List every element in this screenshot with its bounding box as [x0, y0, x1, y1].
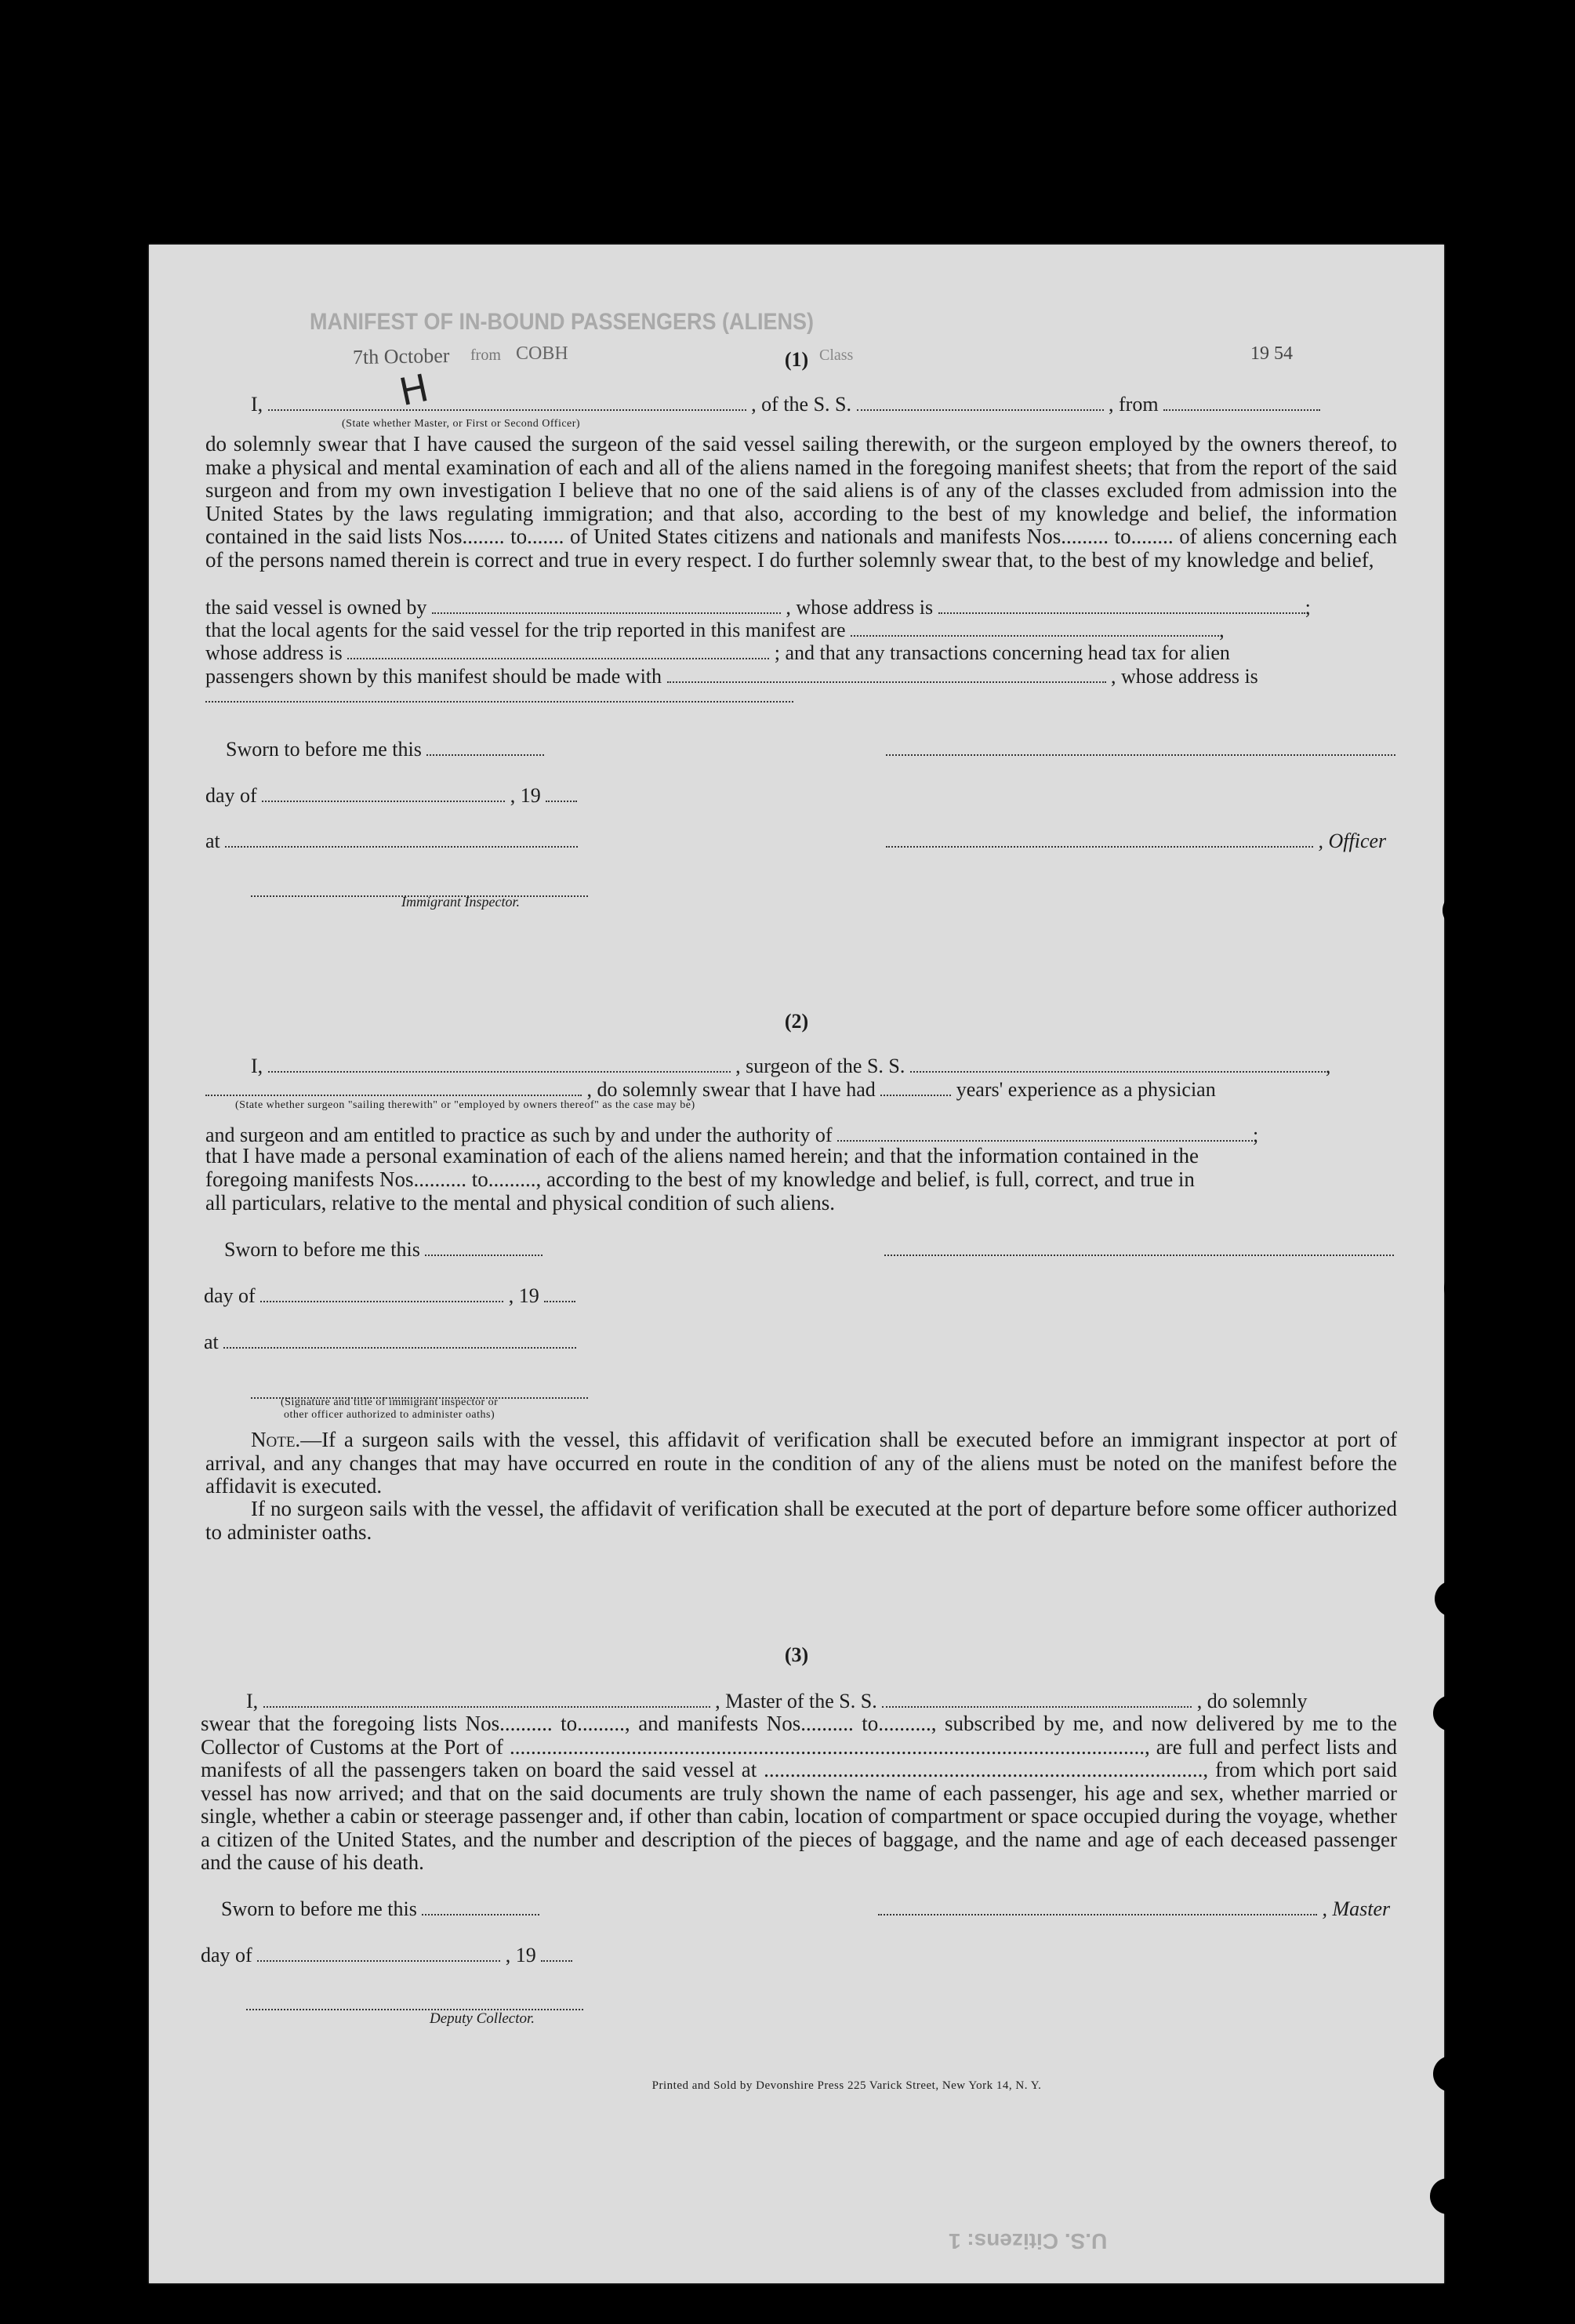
s2-note2: If no surgeon sails with the vessel, the affidavit of verification shall be executed at the port of departure before some officer authorized to administer oaths. [205, 1497, 1397, 1544]
s1-headtax-address-line [205, 684, 793, 706]
s3-master-sign-field[interactable] [878, 1897, 1317, 1915]
s2-year-label: , 19 [508, 1284, 539, 1307]
s2-swear-label: , do solemnly swear that I have had [586, 1078, 876, 1101]
s3-master-sign-line [878, 1897, 1390, 1921]
bleed-year: 19 54 [1250, 343, 1293, 364]
s3-master-label: , Master of the S. S. [715, 1690, 877, 1712]
s1-owned-label: the said vessel is owned by [205, 596, 427, 619]
s2-ship-field[interactable] [910, 1054, 1326, 1073]
s1-sworn-field[interactable] [426, 737, 544, 756]
s1-at-line [205, 829, 578, 853]
s2-years-field[interactable] [880, 1077, 951, 1096]
s2-authority-field[interactable] [837, 1123, 1253, 1142]
s1-transactions-label: ; and that any transactions concerning head tax for alien [774, 641, 1230, 664]
s1-i: I, [251, 393, 263, 416]
s1-whose-address-label: whose address is [205, 641, 343, 664]
bleed-class: Class [819, 347, 854, 364]
s2-para3: all particulars, relative to the mental and physical condition of such aliens. [205, 1191, 835, 1215]
s1-headtax-field[interactable] [667, 664, 1106, 683]
bleed-from: from [470, 347, 501, 364]
s2-sig-caption-1: (Signature and title of immigrant inspector or [281, 1396, 499, 1408]
s1-headtax-address-field[interactable] [205, 684, 793, 703]
punch-hole-4 [1447, 770, 1483, 806]
s3-day-line [201, 1943, 572, 1967]
punch-hole-7 [1435, 1581, 1471, 1617]
s3-year-field[interactable] [541, 1943, 572, 1962]
s3-collector-field[interactable] [246, 1992, 583, 2010]
s3-sworn-label: Sworn to before me this [221, 1897, 417, 1920]
s1-sworn-line [226, 737, 544, 761]
s1-officer-sign-field[interactable] [886, 829, 1313, 848]
s2-surgeon-name-field[interactable] [268, 1054, 731, 1073]
s2-para2: foregoing manifests Nos.......... to........., according to the best of my knowledge and belief, is full, correct, and true in [205, 1167, 1195, 1191]
s1-sign-line [886, 737, 1395, 760]
bleed-port: COBH [516, 343, 568, 364]
s2-status-field[interactable] [205, 1077, 582, 1096]
s2-authority-line: and surgeon and am entitled to practice as such by and under the authority of ; [205, 1124, 1259, 1146]
s1-agents-label: that the local agents for the said vessel for the trip reported in this manifest are [205, 619, 846, 641]
s3-master-sign-label: , Master [1322, 1897, 1391, 1920]
s2-line2 [205, 1077, 1216, 1102]
s1-sworn-label: Sworn to before me this [226, 738, 422, 761]
s2-sworn-label: Sworn to before me this [224, 1238, 420, 1261]
s1-from-label: , from [1109, 393, 1159, 416]
s1-caption: (State whether Master, or First or Second Officer) [342, 418, 581, 430]
s1-owner-address-field[interactable] [938, 595, 1305, 614]
manifest-page [149, 245, 1444, 2283]
s3-master-name-field[interactable] [263, 1689, 710, 1708]
s1-officer-field[interactable] [268, 392, 746, 411]
s1-day-label: day of [205, 784, 257, 807]
s3-day-label: day of [201, 1944, 252, 1966]
s2-at-label: at [204, 1331, 219, 1353]
punch-hole-3 [1450, 445, 1486, 481]
s1-agents-address-field[interactable] [347, 641, 769, 659]
s1-passengers-label: passengers shown by this manifest should be made with [205, 665, 662, 688]
s2-sworn-field[interactable] [425, 1237, 543, 1256]
punch-hole-6 [1444, 1270, 1480, 1306]
s3-collector-label: Deputy Collector. [430, 2010, 535, 2027]
bleed-date: 7th October [352, 343, 450, 369]
s2-sig-caption-2: other officer authorized to administer oaths) [284, 1409, 495, 1421]
s2-note-text: —If a surgeon sails with the vessel, this affidavit of verification shall be executed before an immigrant inspector at port of arrival, and any changes that may have occurred en route in the condition of any of the aliens must be noted on the manifest before the affidavit is executed. [205, 1428, 1397, 1498]
s2-signature-field[interactable] [884, 1237, 1394, 1256]
punch-hole-5 [1443, 892, 1479, 928]
s3-paragraph: swear that the foregoing lists Nos.......... to........., and manifests Nos.......... to.........., subscribed by me, and now delivered by me to the Collector of Customs at the Port of ........................................................................................................................, are full and perfect lists and manifests of all the passengers taken on board the said vessel at ..................................................................................., from which port said vessel has now arrived; and that on the said documents are truly shown the name of each passenger, his age and sex, whether married or single, whether a cabin or steerage passenger and, if other than cabin, location of compartment or space occupied during the voyage, whether a citizen of the United States, and the number and description of the pieces of baggage, and the name and age of each deceased passenger and the cause of his death. [201, 1712, 1397, 1874]
s2-day-line [204, 1284, 575, 1308]
bleed-bottom: U.S. Citizens: 1 [949, 2229, 1108, 2253]
s2-line1: I, , surgeon of the S. S. , [251, 1055, 1331, 1077]
s2-experience-label: years' experience as a physician [956, 1078, 1216, 1101]
printer-footer: Printed and Sold by Devonshire Press 225 Varick Street, New York 14, N. Y. [651, 2079, 1042, 2092]
s1-agents-line: that the local agents for the said vessel for the trip reported in this manifest are , [205, 619, 1225, 641]
s1-ship-field[interactable] [857, 392, 1104, 411]
s1-address-line [205, 641, 1230, 665]
s2-note-lead: Note. [251, 1428, 301, 1451]
s2-sign-line [884, 1237, 1394, 1260]
section-2-number: (2) [784, 1010, 809, 1033]
s1-owned-line: the said vessel is owned by , whose address is ; [205, 596, 1311, 619]
s1-at-field[interactable] [225, 829, 578, 848]
handwritten-initial: H [395, 365, 433, 416]
punch-hole-9 [1433, 2056, 1469, 2092]
s2-at-line [204, 1330, 576, 1354]
s1-line1 [251, 392, 1320, 416]
s2-para1: that I have made a personal examination of each of the aliens named herein; and that the information contained in the [205, 1144, 1199, 1167]
s1-year-label: , 19 [510, 784, 541, 807]
s3-day-field[interactable] [257, 1943, 500, 1962]
s2-caption: (State whether surgeon "sailing therewith" or "employed by owners thereof" as the case may be) [235, 1099, 695, 1111]
s3-sworn-field[interactable] [422, 1897, 539, 1915]
section-1-number: (1) [784, 348, 809, 371]
punch-hole-1 [1450, 278, 1486, 314]
s1-at-label: at [205, 830, 220, 852]
s2-note [205, 1429, 1397, 1498]
s1-officer-line [886, 829, 1386, 853]
s2-sworn-line [224, 1237, 543, 1262]
s1-owner-address-label: , whose address is [786, 596, 934, 619]
punch-hole-2 [1450, 400, 1486, 436]
s2-day-label: day of [204, 1284, 256, 1307]
s2-surgeon-label: , surgeon of the S. S. [735, 1055, 905, 1077]
s1-day-field[interactable] [262, 783, 505, 802]
s3-ship-field[interactable] [882, 1689, 1192, 1708]
s1-signature-field[interactable] [886, 737, 1395, 756]
s1-owner-field[interactable] [432, 595, 781, 614]
s3-line1 [246, 1689, 1308, 1713]
bleed-title: MANIFEST OF IN-BOUND PASSENGERS (ALIENS) [310, 309, 815, 335]
section-3-number: (3) [784, 1643, 809, 1666]
s2-at-field[interactable] [223, 1330, 576, 1349]
s3-year-label: , 19 [505, 1944, 536, 1966]
s3-i: I, [246, 1690, 259, 1712]
s1-from-field[interactable] [1163, 392, 1320, 411]
s1-year-field[interactable] [546, 783, 577, 802]
s1-ss-label: , of the S. S. [751, 393, 852, 416]
s1-day-line [205, 783, 577, 808]
s3-solemnly-label: , do solemnly [1196, 1690, 1308, 1712]
s1-paragraph: do solemnly swear that I have caused the surgeon of the said vessel sailing therewith, or the surgeon employed by the owners thereof, to make a physical and mental examination of each and all of the aliens named in the foregoing manifest sheets; that from the report of the said surgeon and from my own investigation I believe that no one of the said aliens is of any of the classes excluded from admission into the United States by the laws regulating immigration; and that also, according to the best of my knowledge and belief, the information contained in the said lists Nos........ to....... of United States citizens and nationals and manifests Nos......... to........ of aliens concerning each of the persons named therein is correct and true in every respect. I do further solemnly swear that, to the best of my knowledge and belief, [205, 432, 1397, 572]
punch-hole-8 [1433, 1695, 1469, 1731]
punch-hole-10 [1430, 2178, 1466, 2214]
s1-inspector-label: Immigrant Inspector. [401, 894, 520, 910]
s1-officer-label: , Officer [1318, 830, 1387, 852]
s3-sworn-line [221, 1897, 539, 1921]
s1-agents-field[interactable] [851, 618, 1219, 637]
s2-day-field[interactable] [260, 1284, 503, 1302]
s2-authority-label: and surgeon and am entitled to practice as such by and under the authority of [205, 1124, 833, 1146]
s2-year-field[interactable] [544, 1284, 575, 1302]
s1-headtax-address-label: , whose address is [1111, 665, 1258, 688]
s2-i: I, [251, 1055, 263, 1077]
